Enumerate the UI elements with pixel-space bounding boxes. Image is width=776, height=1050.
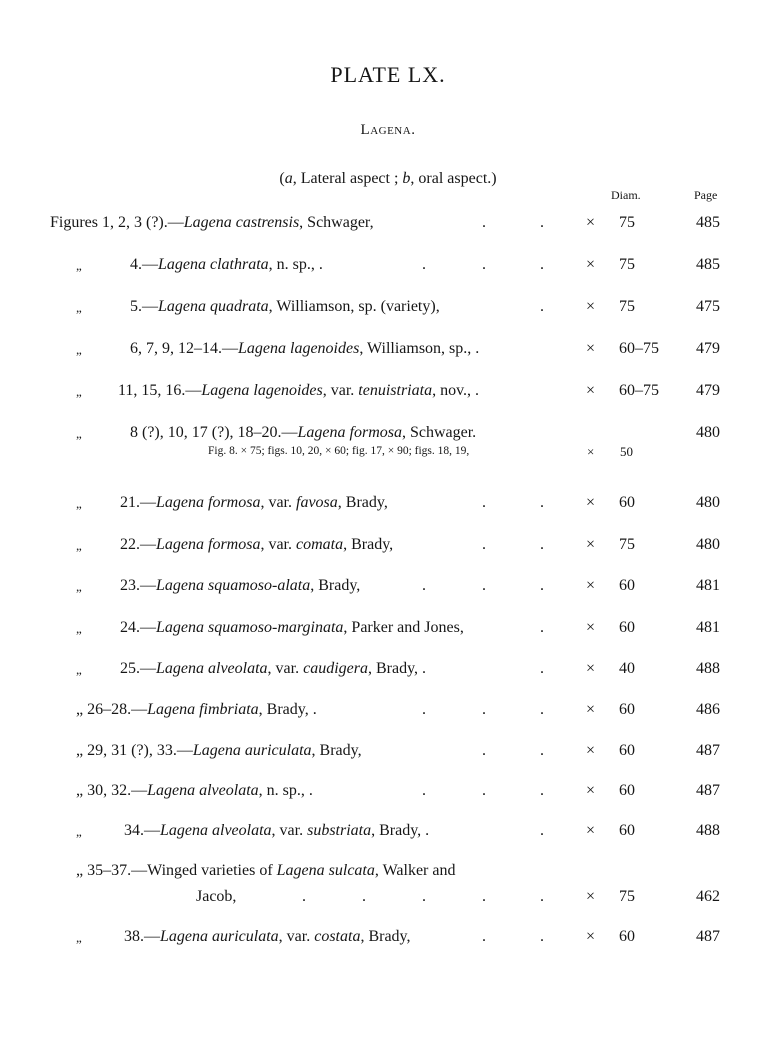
figure-numbers: Jacob, (196, 888, 237, 905)
diam-value: 75 (619, 888, 635, 905)
page-value: 479 (696, 340, 720, 357)
diam-value: 60 (619, 822, 635, 839)
page-value: 487 (696, 742, 720, 759)
leader-dot: . (482, 742, 486, 759)
leader-dot: . (540, 214, 544, 231)
page-value: 475 (696, 298, 720, 315)
table-row (0, 862, 776, 886)
author-text: , var. (260, 494, 292, 511)
diam-value: 75 (619, 214, 635, 231)
species-name: Lagena squamoso-marginata (156, 619, 344, 636)
table-row (0, 214, 776, 238)
diam-value: 60 (619, 494, 635, 511)
leader-dots (0, 888, 776, 912)
leader-dot: . (540, 536, 544, 553)
leader-dot: . (482, 577, 486, 594)
leader-dots (0, 536, 776, 560)
times-sign: × (586, 660, 596, 677)
aspect-b-text: , oral aspect.) (410, 170, 497, 187)
leader-dot: . (540, 888, 544, 905)
times-sign: × (586, 822, 596, 839)
leader-dot: . (482, 256, 486, 273)
table-row (0, 701, 776, 725)
column-header-page: Page (694, 188, 718, 202)
figure-numbers: 21.— (120, 494, 156, 511)
species-name: Lagena auriculata (192, 742, 312, 759)
diam-value: 75 (619, 256, 635, 273)
times-sign: × (586, 382, 596, 399)
leader-dot: . (540, 782, 544, 799)
author-text: , Williamson, sp., . (359, 340, 480, 357)
times-sign: × (586, 214, 596, 231)
species-name: Lagena quadrata (158, 298, 269, 315)
author-text: , n. sp., . (258, 782, 313, 799)
figure-numbers: 29, 31 (?), 33.— (87, 742, 193, 759)
page-value: 485 (696, 256, 720, 273)
times-sign: × (586, 782, 596, 799)
author-text: , n. sp., . (268, 256, 323, 273)
author-text: , Brady, (310, 577, 361, 594)
leader-dots (0, 822, 776, 846)
times-sign: × (586, 340, 596, 357)
leader-dot: . (422, 577, 426, 594)
ditto-mark: „ (76, 496, 82, 511)
author-text-2: , Brady, (360, 928, 411, 945)
times-sign: × (586, 536, 596, 553)
page-value: 480 (696, 536, 720, 553)
leader-dot: . (482, 494, 486, 511)
table-row (0, 660, 776, 684)
page-value: 488 (696, 822, 720, 839)
species-name: Lagena sulcata (276, 862, 375, 879)
species-name: Lagena lagenoides (238, 340, 360, 357)
author-text-2: , Brady, (337, 494, 388, 511)
diam-value: 60–75 (619, 340, 659, 357)
author-text: , Williamson, sp. (variety), (268, 298, 440, 315)
page-value: 485 (696, 214, 720, 231)
table-row (0, 298, 776, 322)
times-sign: × (587, 444, 595, 459)
figure-numbers: 25.— (120, 660, 156, 677)
diam-value: 60 (619, 782, 635, 799)
figure-numbers: 11, 15, 16.— (118, 382, 202, 399)
leader-dot: . (540, 742, 544, 759)
diam-value: 75 (619, 298, 635, 315)
author-text: , var. (271, 822, 304, 839)
entry-text (118, 382, 479, 400)
variety-name: caudigera (303, 660, 368, 677)
leader-dot: . (362, 888, 366, 905)
species-name: Lagena alveolata (160, 822, 272, 839)
table-row (0, 928, 776, 952)
aspect-note (0, 170, 776, 188)
leader-dots (0, 619, 776, 643)
aspect-a-text: , Lateral aspect ; (292, 170, 399, 187)
species-name: Lagena fimbriata (147, 701, 259, 718)
table-row (0, 822, 776, 846)
page-value: 462 (696, 888, 720, 905)
genus-heading: Lagena. (360, 122, 416, 138)
figure-numbers: 23.— (120, 577, 156, 594)
figure-numbers: 5.— (130, 298, 158, 315)
species-name: Lagena formosa (297, 424, 402, 441)
author-text: , Brady, . (258, 701, 317, 718)
ditto-mark: „ (76, 579, 82, 594)
leader-dot: . (540, 822, 544, 839)
leader-dots (0, 660, 776, 684)
variety-name: costata (314, 928, 361, 945)
ditto-mark: „ (76, 258, 82, 273)
species-name: Lagena lagenoides (201, 382, 323, 399)
diam-value: 60 (619, 928, 635, 945)
times-sign: × (586, 888, 596, 905)
author-text-2: , Brady, (343, 536, 394, 553)
aspect-open: ( (279, 170, 285, 187)
ditto-mark: „ (76, 384, 82, 399)
page-value: 481 (696, 577, 720, 594)
diam-value: 60 (619, 619, 635, 636)
author-text: , Schwager. (401, 424, 477, 441)
table-row (0, 577, 776, 601)
times-sign: × (586, 928, 596, 945)
ditto-mark: „ (76, 662, 82, 677)
species-name: Lagena castrensis (183, 214, 300, 231)
table-row (0, 382, 776, 406)
variety-name: tenuistriata (358, 382, 433, 399)
times-sign: × (586, 256, 596, 273)
ditto-mark: „ (76, 862, 84, 879)
leader-dot: . (540, 701, 544, 718)
leader-dot: . (540, 256, 544, 273)
species-name: Lagena formosa (156, 494, 261, 511)
diam-value: 60 (619, 701, 635, 718)
page-value: 480 (696, 494, 720, 511)
leader-dots (0, 928, 776, 952)
author-text-2: , Brady, . (371, 822, 430, 839)
times-sign: × (586, 619, 596, 636)
aspect-b-letter: b (402, 170, 411, 187)
diam-value: 60 (619, 742, 635, 759)
page-value: 488 (696, 660, 720, 677)
times-sign: × (586, 494, 596, 511)
variety-name: favosa (296, 494, 338, 511)
times-sign: × (586, 577, 596, 594)
figure-numbers: 26–28.— (87, 701, 148, 718)
author-text: , var. (260, 536, 292, 553)
figure-numbers: 35–37.—Winged varieties of (87, 862, 273, 879)
diam-value: 60 (619, 577, 635, 594)
species-name: Lagena alveolata (147, 782, 259, 799)
figure-numbers: 6, 7, 9, 12–14.— (130, 340, 238, 357)
leader-dots (0, 256, 776, 280)
page-value: 487 (696, 928, 720, 945)
leader-dots (0, 701, 776, 725)
leader-dots (0, 742, 776, 766)
species-name: Lagena alveolata (156, 660, 268, 677)
ditto-mark: „ (76, 824, 82, 839)
leader-dot: . (540, 660, 544, 677)
ditto-mark: „ (76, 342, 82, 357)
leader-dots (0, 298, 776, 322)
ditto-mark: „ (76, 701, 84, 718)
leader-dot: . (540, 577, 544, 594)
leader-dots (0, 577, 776, 601)
ditto-mark: „ (76, 742, 84, 759)
figure-numbers: 34.— (124, 822, 160, 839)
diam-value: 50 (620, 444, 633, 459)
times-sign: × (586, 298, 596, 315)
table-row (0, 742, 776, 766)
leader-dot: . (482, 536, 486, 553)
table-row (0, 782, 776, 806)
page-value: 480 (696, 424, 720, 441)
diam-value: 40 (619, 660, 635, 677)
leader-dot: . (422, 888, 426, 905)
leader-dot: . (422, 701, 426, 718)
entry-text (130, 340, 479, 358)
author-text: , Brady, (311, 742, 362, 759)
column-header-diam: Diam. (611, 188, 641, 202)
leader-dot: . (540, 494, 544, 511)
table-row (0, 340, 776, 364)
leader-dot: . (540, 298, 544, 315)
table-row (0, 256, 776, 280)
ditto-mark: „ (76, 930, 82, 945)
diam-value: 60–75 (619, 382, 659, 399)
times-sign: × (586, 742, 596, 759)
leader-dot: . (422, 256, 426, 273)
figure-numbers: 24.— (120, 619, 156, 636)
times-sign: × (586, 701, 596, 718)
figure-numbers: 22.— (120, 536, 156, 553)
leader-dot: . (482, 701, 486, 718)
author-text: , Parker and Jones, (343, 619, 464, 636)
ditto-mark: „ (76, 538, 82, 553)
author-text: , var. (278, 928, 311, 945)
leader-dot: . (482, 214, 486, 231)
leader-dot: . (540, 619, 544, 636)
table-row (0, 536, 776, 560)
author-text: , Walker and (374, 862, 456, 879)
figure-numbers: Figures 1, 2, 3 (?).— (50, 214, 184, 231)
leader-dot: . (302, 888, 306, 905)
leader-dot: . (482, 782, 486, 799)
leader-dot: . (540, 928, 544, 945)
table-row (0, 494, 776, 518)
variety-name: comata (296, 536, 344, 553)
variety-name: substriata (307, 822, 372, 839)
author-text: , Schwager, (299, 214, 374, 231)
page-value: 486 (696, 701, 720, 718)
formosa-magnification-note: Fig. 8. × 75; figs. 10, 20, × 60; fig. 17, × 90; figs. 18, 19, (208, 445, 470, 457)
author-text-2: , nov., . (432, 382, 480, 399)
species-name: Lagena formosa (156, 536, 261, 553)
leader-dot: . (422, 782, 426, 799)
figure-numbers: 30, 32.— (87, 782, 148, 799)
page-value: 479 (696, 382, 720, 399)
table-row (0, 619, 776, 643)
species-name: Lagena auriculata (160, 928, 279, 945)
leader-dots (0, 782, 776, 806)
leader-dots (0, 494, 776, 518)
ditto-mark: „ (76, 426, 82, 441)
table-row (0, 888, 776, 912)
author-text: , var. (322, 382, 355, 399)
aspect-a-letter: a (284, 170, 293, 187)
page-value: 487 (696, 782, 720, 799)
leader-dots (0, 214, 776, 238)
figure-numbers: 38.— (124, 928, 160, 945)
ditto-mark: „ (76, 621, 82, 636)
author-text-2: , Brady, . (367, 660, 427, 677)
species-name: Lagena clathrata (158, 256, 269, 273)
plate-title: PLATE LX. (330, 62, 446, 87)
entry-text (130, 424, 476, 442)
leader-dot: . (482, 928, 486, 945)
ditto-mark: „ (76, 300, 82, 315)
species-name: Lagena squamoso-alata (156, 577, 311, 594)
author-text: , var. (267, 660, 300, 677)
figure-numbers: 4.— (130, 256, 158, 273)
page-value: 481 (696, 619, 720, 636)
figure-numbers: 8 (?), 10, 17 (?), 18–20.— (130, 424, 298, 441)
diam-value: 75 (619, 536, 635, 553)
entry-text (76, 862, 455, 880)
ditto-mark: „ (76, 782, 84, 799)
leader-dot: . (482, 888, 486, 905)
